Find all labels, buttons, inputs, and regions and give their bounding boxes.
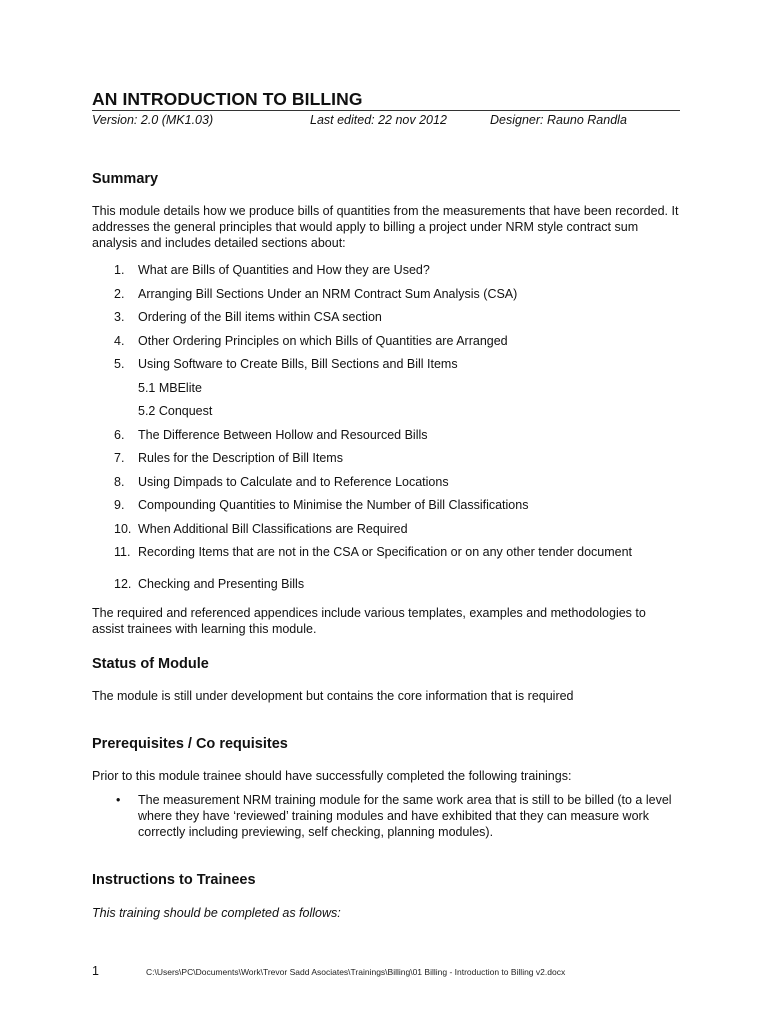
topic-text: Compounding Quantities to Minimise the Number of Bill Classifications xyxy=(138,498,529,512)
topic-number: 11. xyxy=(114,545,131,559)
topic-number: 8. xyxy=(114,474,125,489)
topic-text: Other Ordering Principles on which Bills of Quantities are Arranged xyxy=(138,333,508,348)
topic-item xyxy=(92,474,680,498)
document-meta-row xyxy=(92,110,680,130)
topic-item xyxy=(92,309,680,333)
topic-subitem xyxy=(92,403,680,427)
topic-item xyxy=(92,450,680,474)
file-path: C:\Users\PC\Documents\Work\Trevor Sadd Asociates\Trainings\Billing\01 Billing - Introduction to Billing v2.docx xyxy=(146,967,566,977)
topic-text: Using Software to Create Bills, Bill Sections and Bill Items xyxy=(138,357,458,371)
topic-text: Arranging Bill Sections Under an NRM Contract Sum Analysis (CSA) xyxy=(138,286,518,301)
bullet-icon: • xyxy=(116,793,121,807)
last-edited-label: Last edited: 22 nov 2012 xyxy=(310,113,447,127)
topic-text: Recording Items that are not in the CSA or Specification or on any other tender document xyxy=(138,545,633,559)
topic-number: 12. xyxy=(114,576,132,591)
topic-number: 1. xyxy=(114,263,125,277)
topic-number: 4. xyxy=(114,333,125,348)
appendices-paragraph: The required and referenced appendices include various templates, examples and methodologies to assist trainees with learning this module. xyxy=(92,606,646,636)
instructions-paragraph: This training should be completed as follows: xyxy=(92,906,341,920)
topic-item xyxy=(92,427,680,451)
topic-number: 7. xyxy=(114,451,125,465)
summary-heading: Summary xyxy=(92,171,159,187)
document-title: AN INTRODUCTION TO BILLING xyxy=(92,89,363,109)
topic-item xyxy=(92,356,680,380)
status-paragraph: The module is still under development but contains the core information that is required xyxy=(92,689,574,703)
prerequisite-text: The measurement NRM training module for the same work area that is still to be billed (to a level where they have ‘reviewed’ training modules and have exhibited that they can measure work correctly including previewing, self checking, planning modules). xyxy=(138,793,672,839)
page-footer xyxy=(92,964,692,978)
topic-text: Checking and Presenting Bills xyxy=(138,576,305,591)
topic-item xyxy=(92,544,680,568)
topic-text: Using Dimpads to Calculate and to Reference Locations xyxy=(138,474,449,489)
topic-number: 2. xyxy=(114,286,125,301)
prerequisites-intro: Prior to this module trainee should have successfully completed the following trainings: xyxy=(92,769,572,783)
status-heading: Status of Module xyxy=(92,656,209,672)
document-page xyxy=(92,88,680,921)
topic-text: 5.2 Conquest xyxy=(138,404,213,418)
topic-number: 10. xyxy=(114,521,132,536)
topic-number: 5. xyxy=(114,357,125,371)
prerequisite-item xyxy=(92,792,680,840)
topic-text: 5.1 MBElite xyxy=(138,380,202,395)
topic-number: 3. xyxy=(114,310,125,324)
summary-intro: This module details how we produce bills of quantities from the measurements that have been recorded. It addresses the general principles that would apply to billing a project under NRM style contract sum analysis and includes detailed sections about: xyxy=(92,204,679,250)
topic-item xyxy=(92,497,680,521)
topic-text: What are Bills of Quantities and How they are Used? xyxy=(138,263,430,277)
topic-item xyxy=(92,333,680,357)
prerequisites-list xyxy=(92,792,680,840)
topic-item xyxy=(92,576,680,600)
topic-number: 9. xyxy=(114,498,125,512)
topic-text: Ordering of the Bill items within CSA section xyxy=(138,310,382,324)
prerequisites-heading: Prerequisites / Co requisites xyxy=(92,736,288,752)
instructions-heading: Instructions to Trainees xyxy=(92,872,256,888)
topic-item xyxy=(92,262,680,286)
topic-item xyxy=(92,521,680,545)
page-number: 1 xyxy=(92,964,99,978)
topic-text: When Additional Bill Classifications are Required xyxy=(138,521,408,536)
topic-item xyxy=(92,286,680,310)
designer-label: Designer: Rauno Randla xyxy=(490,113,627,127)
version-label: Version: 2.0 (MK1.03) xyxy=(92,113,214,127)
topic-subitem xyxy=(92,380,680,404)
topic-number: 6. xyxy=(114,427,125,442)
topic-text: The Difference Between Hollow and Resourced Bills xyxy=(138,427,428,442)
topics-list xyxy=(92,262,680,599)
topic-text: Rules for the Description of Bill Items xyxy=(138,451,343,465)
